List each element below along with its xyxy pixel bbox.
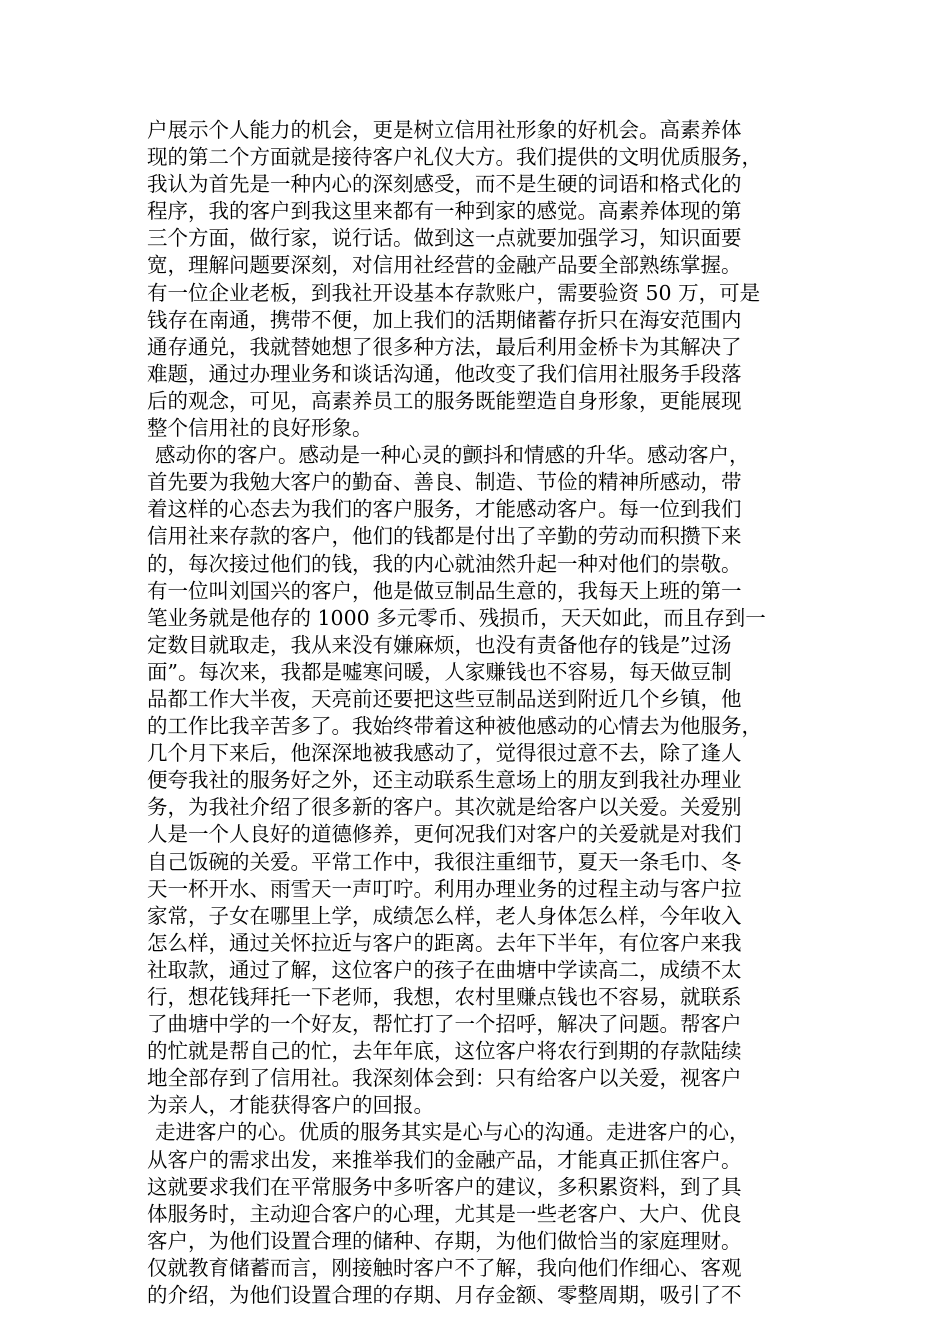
document-body [147, 117, 817, 1309]
text-line: 宽，理解问题要深刻，对信用社经营的金融产品要全部熟练掌握。 [147, 253, 742, 278]
text-line: 信用社来存款的客户，他们的钱都是付出了辛勤的劳动而积攒下来 [147, 524, 742, 549]
text-line: 我认为首先是一种内心的深刻感受，而不是生硬的词语和格式化的 [147, 172, 742, 197]
text-line: 三个方面，做行家，说行话。做到这一点就要加强学习，知识面要 [147, 226, 742, 251]
text-line: 的忙就是帮自己的忙，去年年底，这位客户将农行到期的存款陆续 [147, 1039, 742, 1064]
text-line: 感动你的客户。感动是一种心灵的颤抖和情感的升华。感动客户， [155, 443, 750, 468]
text-line: 家常，子女在哪里上学，成绩怎么样，老人身体怎么样，今年收入 [147, 903, 742, 928]
text-line: 自己饭碗的关爱。平常工作中，我很注重细节，夏天一条毛巾、冬 [147, 849, 742, 874]
text-line: 定数目就取走，我从来没有嫌麻烦，也没有责备他存的钱是”过汤 [147, 632, 732, 657]
text-line: 走进客户的心。优质的服务其实是心与心的沟通。走进客户的心， [155, 1120, 750, 1145]
text-line: 现的第二个方面就是接待客户礼仪大方。我们提供的文明优质服务， [147, 145, 762, 170]
text-line: 的工作比我辛苦多了。我始终带着这种被他感动的心情去为他服务， [147, 714, 762, 739]
text-line: 客户，为他们设置合理的储种、存期，为他们做恰当的家庭理财。 [147, 1228, 742, 1253]
text-line: 地全部存到了信用社。我深刻体会到：只有给客户以关爱，视客户 [147, 1066, 742, 1091]
text-line: 钱存在南通，携带不便，加上我们的活期储蓄存折只在海安范围内 [147, 307, 742, 332]
text-line: 从客户的需求出发，来推举我们的金融产品，才能真正抓住客户。 [147, 1147, 742, 1172]
text-line: 有一位企业老板，到我社开设基本存款账户，需要验资 50 万，可是 [147, 280, 761, 305]
text-line: 有一位叫刘国兴的客户，他是做豆制品生意的，我每天上班的第一 [147, 578, 742, 603]
text-line: 天一杯开水、雨雪天一声叮咛。利用办理业务的过程主动与客户拉 [147, 876, 742, 901]
text-line: 行，想花钱拜托一下老师，我想，农村里赚点钱也不容易，就联系 [147, 985, 742, 1009]
text-line: 为亲人，才能获得客户的回报。 [147, 1093, 434, 1118]
text-line: 怎么样，通过关怀拉近与客户的距离。去年下半年，有位客户来我 [147, 930, 742, 955]
text-line: 的，每次接过他们的钱，我的内心就油然升起一种对他们的崇敬。 [147, 551, 742, 576]
text-line: 了曲塘中学的一个好友，帮忙打了一个招呼，解决了问题。帮客户 [147, 1012, 742, 1037]
text-line: 面”。每次来，我都是嘘寒问暖，人家赚钱也不容易，每天做豆制 [147, 659, 732, 684]
text-line: 便夸我社的服务好之外，还主动联系生意场上的朋友到我社办理业 [147, 768, 742, 793]
text-line: 人是一个人良好的道德修养，更何况我们对客户的关爱就是对我们 [147, 822, 742, 847]
text-line: 体服务时，主动迎合客户的心理，尤其是一些老客户、大户、优良 [147, 1201, 742, 1226]
text-line: 整个信用社的良好形象。 [147, 416, 373, 441]
text-line: 几个月下来后，他深深地被我感动了，觉得很过意不去，除了逢人 [147, 741, 742, 766]
text-line: 品都工作大半夜，天亮前还要把这些豆制品送到附近几个乡镇，他 [147, 686, 742, 711]
text-line: 这就要求我们在平常服务中多听客户的建议，多积累资料，到了具 [147, 1174, 742, 1199]
text-line: 务，为我社介绍了很多新的客户。其次就是给客户以关爱。关爱别 [147, 795, 742, 820]
text-line: 笔业务就是他存的 1000 多元零币、残损币，天天如此，而且存到一 [147, 605, 766, 630]
text-line: 着这样的心态去为我们的客户服务，才能感动客户。每一位到我们 [147, 497, 742, 522]
text-line: 首先要为我勉大客户的勤奋、善良、制造、节俭的精神所感动，带 [147, 470, 742, 495]
text-line: 户展示个人能力的机会，更是树立信用社形象的好机会。高素养体 [147, 118, 742, 142]
text-line: 后的观念，可见，高素养员工的服务既能塑造自身形象，更能展现 [147, 388, 742, 413]
text-line: 仅就教育储蓄而言，刚接触时客户不了解，我向他们作细心、客观 [147, 1255, 742, 1280]
text-line: 程序，我的客户到我这里来都有一种到家的感觉。高素养体现的第 [147, 199, 742, 224]
text-line: 社取款，通过了解，这位客户的孩子在曲塘中学读高二，成绩不太 [147, 957, 742, 982]
text-line: 的介绍，为他们设置合理的存期、月存金额、零整周期，吸引了不 [147, 1283, 742, 1308]
text-line: 通存通兑，我就替她想了很多种方法，最后利用金桥卡为其解决了 [147, 334, 742, 359]
text-line: 难题，通过办理业务和谈话沟通，他改变了我们信用社服务手段落 [147, 361, 742, 386]
